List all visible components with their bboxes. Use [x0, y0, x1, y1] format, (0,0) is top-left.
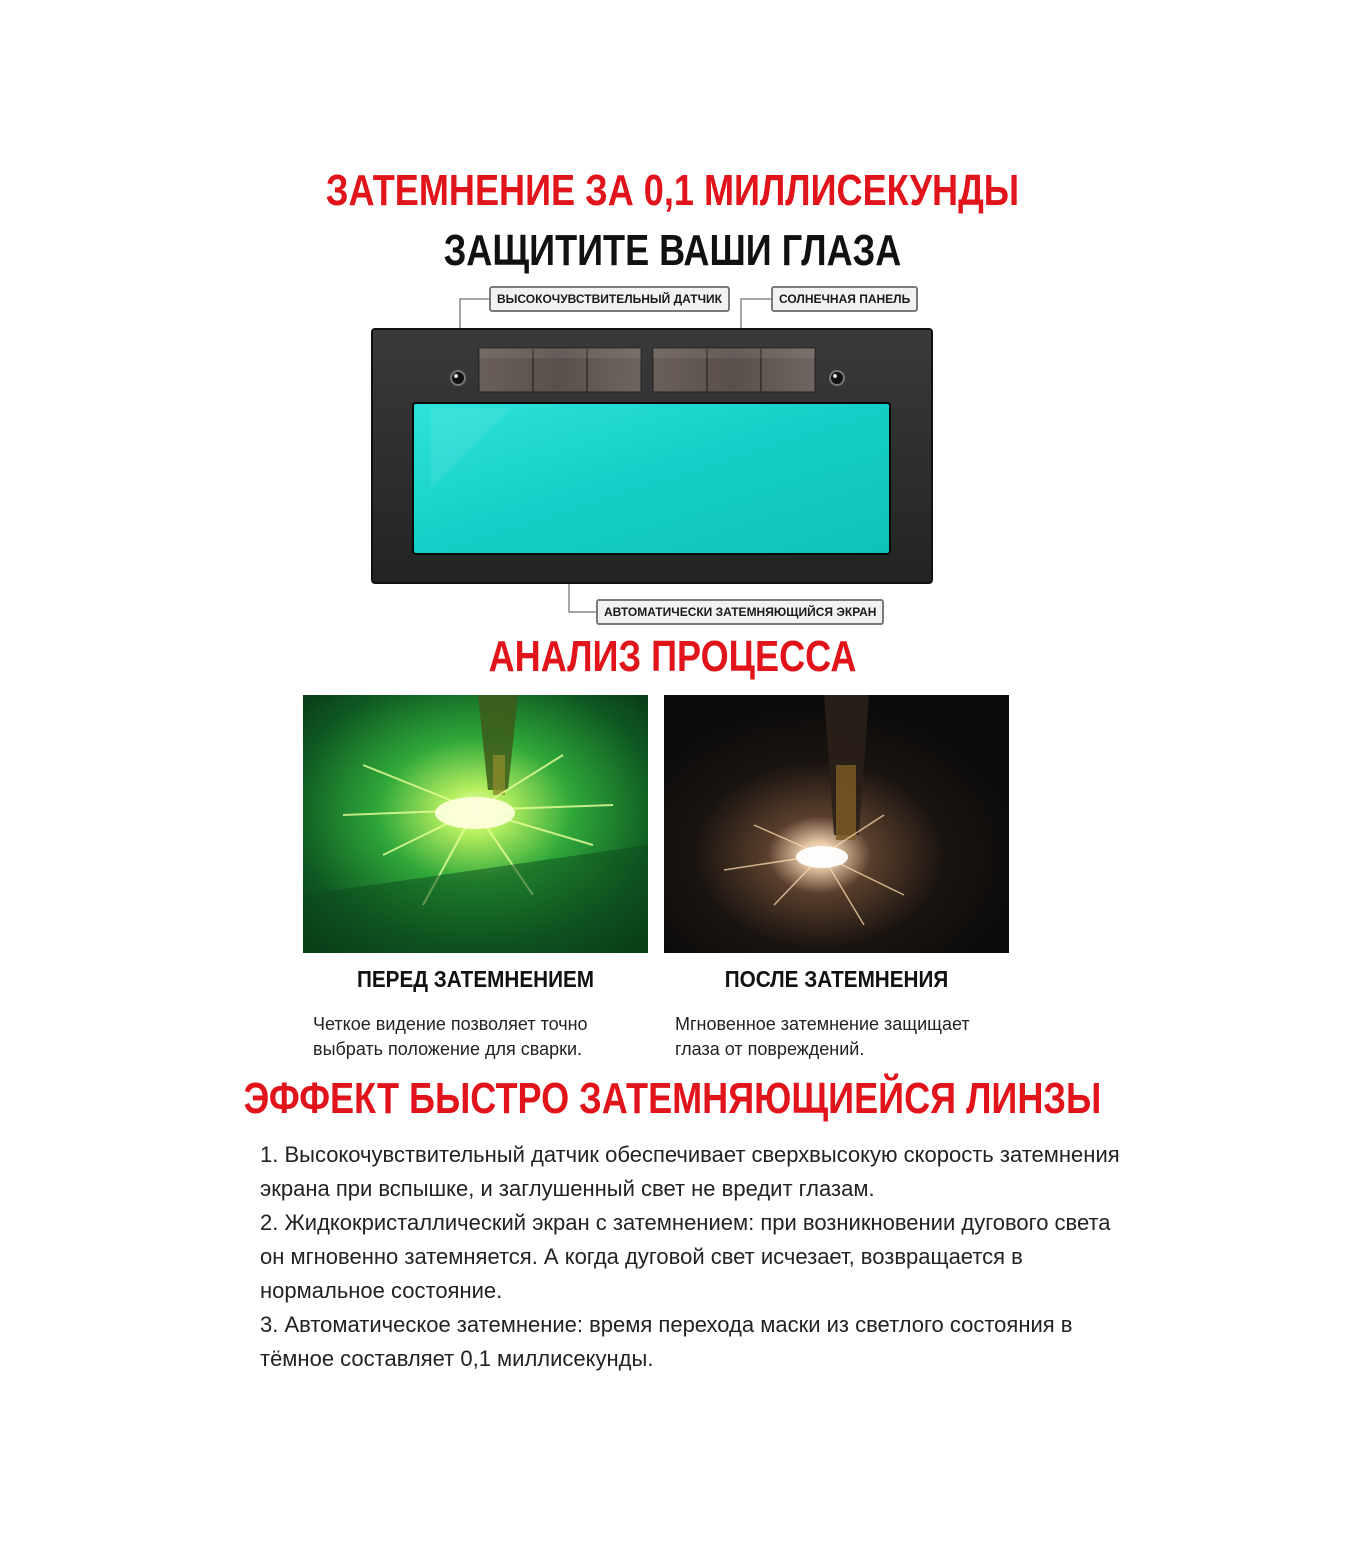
list-item: 2. Жидкокристаллический экран с затемнением: при возникновении дугового света он мгновенно затемняется. А когда дуговой свет исчезает, возвращается в нормальное состояние.	[260, 1210, 1111, 1303]
before-description: Четкое видение позволяет точно выбрать положение для сварки.	[313, 1014, 588, 1059]
effect-list	[260, 1138, 1130, 1376]
lens-cartridge	[371, 328, 933, 584]
heading-darkening-speed: ЗАТЕМНЕНИЕ ЗА 0,1 МИЛЛИСЕКУНДЫ	[325, 166, 1020, 215]
heading-process-analysis: АНАЛИЗ ПРОЦЕССА	[488, 632, 857, 681]
photo-before-darkening	[303, 695, 648, 953]
before-title: ПЕРЕД ЗАТЕМНЕНИЕМ	[356, 966, 595, 992]
photo-after-darkening	[664, 695, 1009, 953]
callout-auto-screen: АВТОМАТИЧЕСКИ ЗАТЕМНЯЮЩИЙСЯ ЭКРАН	[596, 599, 884, 625]
list-item: 1. Высокочувствительный датчик обеспечивает сверхвысокую скорость затемнения экрана при вспышке, и заглушенный свет не вредит глазам.	[260, 1142, 1120, 1201]
callout-sensor: ВЫСОКОЧУВСТВИТЕЛЬНЫЙ ДАТЧИК	[489, 286, 730, 312]
callout-solar-panel: СОЛНЕЧНАЯ ПАНЕЛЬ	[771, 286, 918, 312]
after-title: ПОСЛЕ ЗАТЕМНЕНИЯ	[724, 966, 949, 992]
list-item: 3. Автоматическое затемнение: время перехода маски из светлого состояния в тёмное составляет 0,1 миллисекунды.	[260, 1312, 1073, 1371]
heading-lens-effect: ЭФФЕКТ БЫСТРО ЗАТЕМНЯЮЩИЕЙСЯ ЛИНЗЫ	[243, 1074, 1102, 1123]
sensor-right-icon	[830, 371, 844, 385]
after-description: Мгновенное затемнение защищает глаза от повреждений.	[675, 1014, 970, 1059]
heading-protect-eyes: ЗАЩИТИТЕ ВАШИ ГЛАЗА	[443, 226, 902, 275]
sensor-left-icon	[451, 371, 465, 385]
